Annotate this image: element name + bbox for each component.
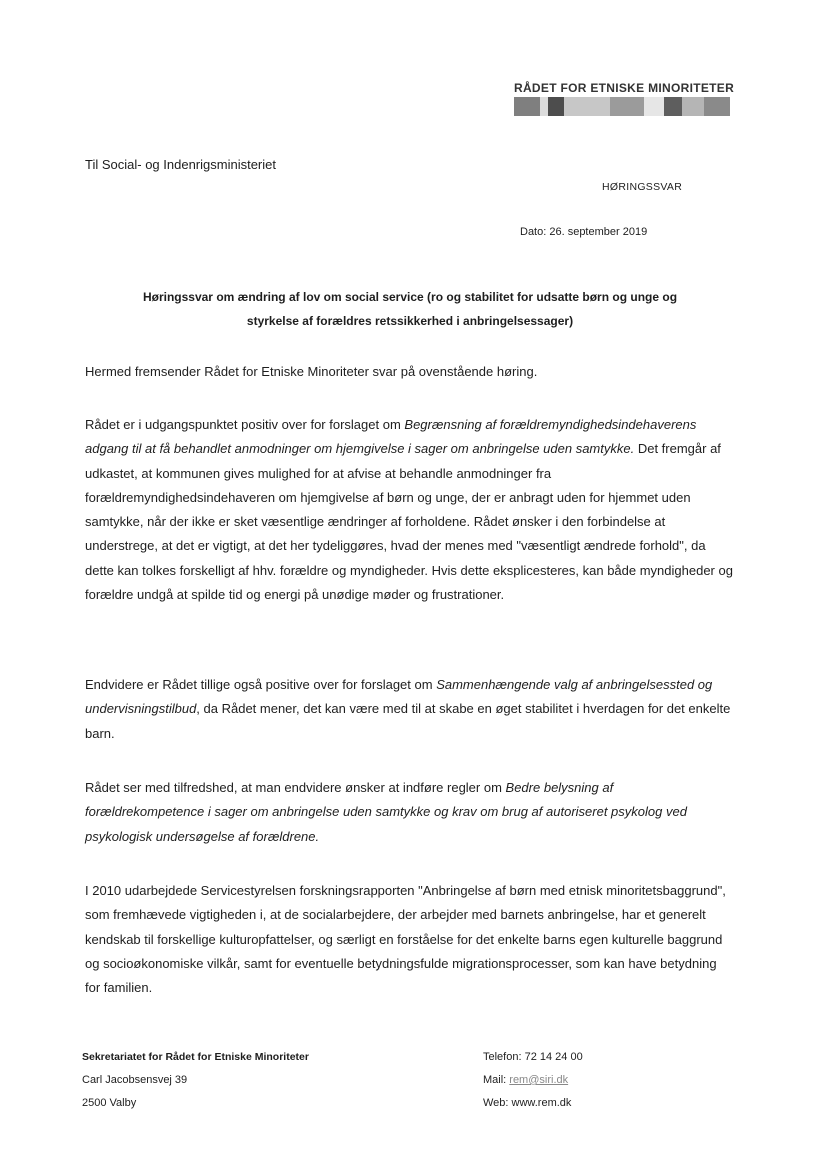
paragraph-intro: Hermed fremsender Rådet for Etniske Minoriteter svar på ovenstående høring. (85, 364, 538, 379)
proposal-title: Sammenhængende valg af anbringelsessted og undervisningstilbud (85, 677, 713, 717)
org-logo-title: RÅDET FOR ETNISKE MINORITETER (514, 81, 735, 95)
logo-bar-segment (664, 97, 682, 116)
subject-heading (80, 285, 740, 333)
logo-bar-segment (704, 97, 730, 116)
logo-bar-segment (644, 97, 664, 116)
paragraph-text: Endvidere er Rådet tillige også positive over for forslaget om (85, 677, 437, 692)
paragraph-foraeldrekompetence (85, 776, 733, 849)
document-date: Dato: 26. september 2019 (520, 226, 648, 238)
org-logo-bar (514, 97, 730, 116)
footer-mail-label: Mail: (483, 1074, 510, 1086)
footer-contact (483, 1046, 583, 1115)
paragraph-hjemgivelse (85, 413, 733, 607)
logo-bar-segment (540, 97, 548, 116)
footer-web: Web: www.rem.dk (483, 1097, 572, 1109)
footer-street: Carl Jacobsensvej 39 (82, 1074, 188, 1086)
logo-bar-segment (682, 97, 704, 116)
logo-bar-segment (514, 97, 540, 116)
subject-line-2: styrkelse af forældres retssikkerhed i anbringelsessager) (246, 314, 574, 328)
paragraph-text: Rådet ser med tilfredshed, at man endvidere ønsker at indføre regler om (85, 780, 506, 795)
paragraph-text: Rådet er i udgangspunktet positiv over for forslaget om (85, 417, 405, 432)
logo-bar-segment (564, 97, 610, 116)
footer-address (82, 1046, 309, 1115)
paragraph-forskningsrapport: I 2010 udarbejdede Servicestyrelsen forskningsrapporten "Anbringelse af børn med etnisk minoritetsbaggrund", som fremhævede vigtigheden i, at de socialarbejdere, der arbejder med barnets anbringelse, har et generelt kendskab til forskellige kulturopfattelser, og særligt en forståelse for det enkelte barns egen kulturelle baggrund og socioøkonomiske vilkår, samt for eventuelle betydningsfulde migrationsprocesser, som kan have betydning for familien. (85, 883, 726, 996)
subject-line-1: Høringssvar om ændring af lov om social service (ro og stabilitet for udsatte børn og unge og (142, 290, 678, 304)
footer-mail (483, 1069, 583, 1092)
logo-bar-segment (610, 97, 644, 116)
footer-org-name: Sekretariatet for Rådet for Etniske Minoriteter (82, 1051, 309, 1063)
document-type: HØRINGSSVAR (602, 181, 683, 193)
paragraph-text: Det fremgår af udkastet, at kommunen gives mulighed for at afvise at behandle anmodninger fra forældremyndighedsindehaveren om hjemgivelse af børn og unge, der er anbragt uden for hjemmet uden samtykke, når der ikke er sket væsentlige ændringer af forholdene. Rådet ønsker i den forbindelse at understrege, at det er vigtigt, at det her tydeliggøres, hvad der menes med "væsentligt ændrede forhold", da dette kan tolkes forskelligt af hhv. forældre og myndigheder. Hvis dette eksplicesteres, kan både myndigheder og forældre undgå at spilde tid og energi på unødige møder og frustrationer. (85, 441, 733, 603)
footer-city: 2500 Valby (82, 1097, 137, 1109)
proposal-title: Begrænsning af forældremyndighedsindehaverens adgang til at få behandlet anmodninger om hjemgivelse i sager om anbringelse uden samtykke. (85, 417, 697, 457)
proposal-title: Bedre belysning af forældrekompetence i sager om anbringelse uden samtykke og krav om brug af autoriseret psykolog ved psykologisk undersøgelse af forældrene. (85, 780, 687, 844)
footer-mail-link[interactable]: rem@siri.dk (509, 1074, 569, 1086)
footer-phone: Telefon: 72 14 24 00 (483, 1051, 583, 1063)
recipient-line: Til Social- og Indenrigsministeriet (85, 157, 276, 172)
logo-bar-segment (548, 97, 564, 116)
paragraph-text: , da Rådet mener, det kan være med til at skabe en øget stabilitet i hverdagen for det enkelte barn. (85, 701, 731, 741)
paragraph-anbringelsessted (85, 673, 733, 746)
